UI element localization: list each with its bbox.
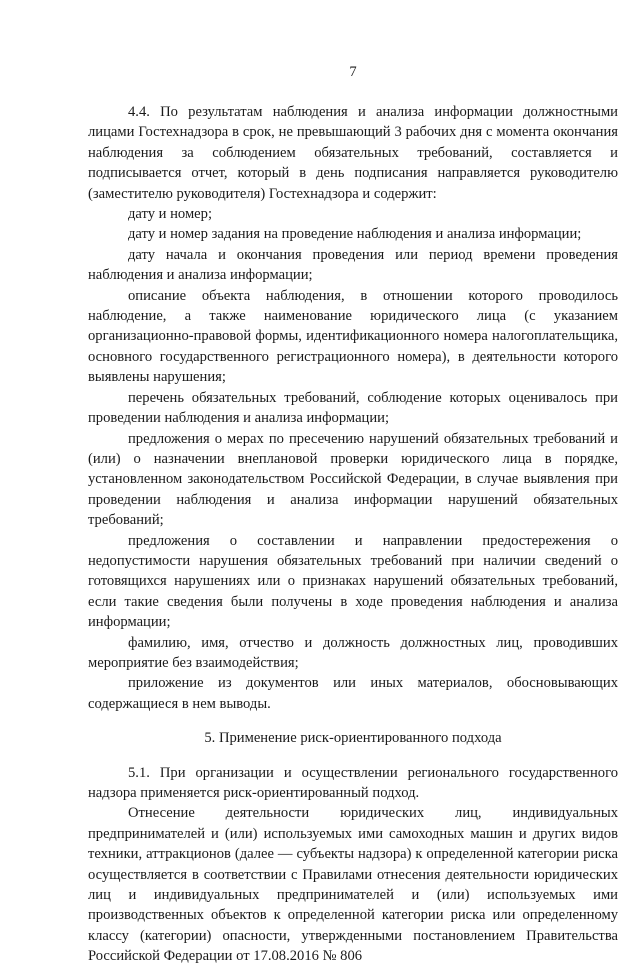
section-5 (88, 763, 618, 967)
list-item-requirements-list: перечень обязательных требований, соблюдение которых оценивалось при проведении наблюдения и анализа информации; (88, 389, 618, 427)
page-number: 7 (349, 64, 357, 80)
list-item-object-description: описание объекта наблюдения, в отношении которого проводилось наблюдение, а также наименование юридического лица (с указанием организационно-правовой формы, идентификационного номера налогоплательщика, основного государственного регистрационного номера), в деятельности которого выявлены нарушения; (88, 287, 618, 386)
list-item-date-number: дату и номер; (128, 206, 213, 223)
list-item-warning-proposals: предложения о составлении и направлении предостережения о недопустимости нарушения обязательных требований при наличии сведений о готовящихся нарушениях или о признаках нарушений обязательных требований, если такие сведения были получены в ходе проведения наблюдения и анализа информации; (88, 532, 618, 631)
section-5-heading: 5. Применение риск-ориентированного подхода (204, 730, 502, 747)
document-page (88, 62, 618, 967)
paragraph-4-4-intro: 4.4. По результатам наблюдения и анализа информации должностными лицами Гостехнадзора в срок, не превышающий 3 рабочих дня с момента окончания наблюдения за соблюдением обязательных требований, составляется и подписывается отчет, который в день подписания направляется руководителю (заместителю руководителя) Гостехнадзора и содержит: (88, 104, 618, 202)
list-item-attachments: приложение из документов или иных материалов, обосновывающих содержащиеся в нем выводы. (88, 675, 618, 712)
paragraph-5-1: 5.1. При организации и осуществлении регионального государственного надзора применяется риск-ориентированный подход. (88, 764, 618, 801)
list-item-officials: фамилию, имя, отчество и должность должностных лиц, проводивших мероприятие без взаимодействия; (88, 634, 618, 671)
list-item-task-date-number: дату и номер задания на проведение наблюдения и анализа информации; (128, 226, 582, 243)
list-item-measures-proposals: предложения о мерах по пресечению нарушений обязательных требований и (или) о назначении внеплановой проверки юридического лица в порядке, установленном законодательством Российской Федерации, в случае выявления при проведении наблюдения и анализа информации нарушений обязательных требований; (88, 430, 618, 529)
list-item-period: дату начала и окончания проведения или период времени проведения наблюдения и анализа информации; (88, 246, 618, 284)
section-4-4 (88, 102, 618, 714)
paragraph-5-1-risk-categories: Отнесение деятельности юридических лиц, индивидуальных предпринимателей и (или) используемых ими самоходных машин и других видов техники, аттракционов (далее — субъекты надзора) к определенной категории риска осуществляется в соответствии с Правилами отнесения деятельности юридических лиц и индивидуальных предпринимателей и (или) используемых ими производственных объектов к определенной категории риска или определенному классу (категории) опасности, утвержденными постановлением Правительства Российской Федерации от 17.08.2016 № 806 (88, 805, 618, 965)
